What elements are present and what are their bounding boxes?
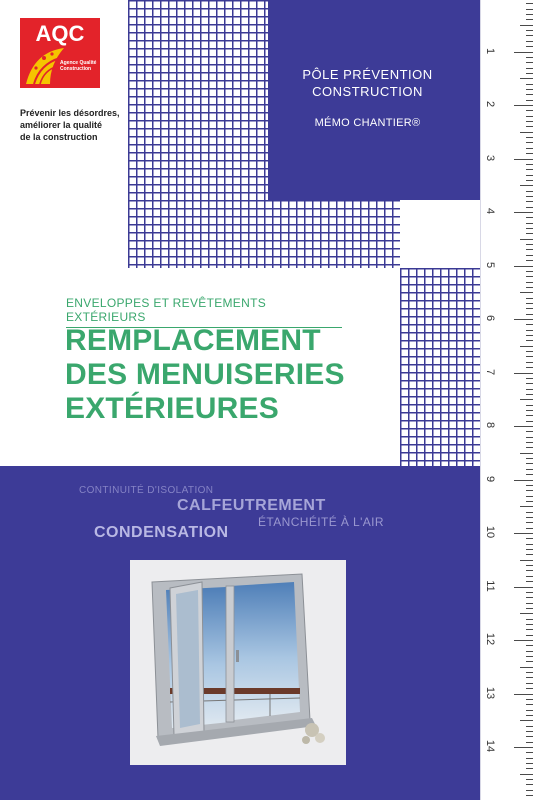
ruler-tick xyxy=(514,319,533,320)
ruler-number: 13 xyxy=(484,686,496,699)
ruler-tick xyxy=(526,282,533,283)
keyword-calfeutrement: CALFEUTREMENT xyxy=(177,497,326,514)
ruler-number: 14 xyxy=(484,739,496,753)
pole-header xyxy=(270,66,465,129)
ruler-tick xyxy=(526,784,533,785)
ruler-tick xyxy=(526,153,533,154)
ruler-tick xyxy=(526,512,533,513)
ruler-tick xyxy=(520,292,533,293)
ruler xyxy=(480,0,533,800)
tagline-line-3: de la construction xyxy=(20,132,98,142)
ruler-tick xyxy=(526,394,533,395)
ruler-tick xyxy=(520,346,533,347)
ruler-tick xyxy=(526,314,533,315)
ruler-tick xyxy=(526,35,533,36)
ruler-tick xyxy=(520,506,533,507)
grid-pattern-top xyxy=(128,0,268,192)
ruler-tick xyxy=(526,677,533,678)
ruler-tick xyxy=(526,779,533,780)
ruler-tick xyxy=(526,378,533,379)
ruler-tick xyxy=(526,9,533,10)
ruler-tick xyxy=(526,255,533,256)
title-line-2: DES MENUISERIES xyxy=(65,358,345,391)
ruler-tick xyxy=(526,565,533,566)
ruler-tick xyxy=(526,474,533,475)
ruler-tick xyxy=(514,480,533,481)
ruler-tick xyxy=(526,699,533,700)
ruler-tick xyxy=(526,180,533,181)
ruler-number: 12 xyxy=(484,632,496,646)
ruler-tick xyxy=(526,30,533,31)
ruler-tick xyxy=(526,581,533,582)
ruler-tick xyxy=(520,239,533,240)
ruler-tick xyxy=(514,105,533,106)
ruler-tick xyxy=(526,570,533,571)
ruler-tick xyxy=(526,3,533,4)
ruler-tick xyxy=(526,619,533,620)
ruler-tick xyxy=(526,324,533,325)
title-line-1: REMPLACEMENT xyxy=(65,324,321,357)
ruler-tick xyxy=(526,795,533,796)
ruler-tick xyxy=(526,629,533,630)
title-line-3: EXTÉRIEURES xyxy=(65,392,279,425)
keyword-condensation: CONDENSATION xyxy=(94,524,229,541)
ruler-tick xyxy=(526,752,533,753)
ruler-tick xyxy=(526,683,533,684)
ruler-tick xyxy=(526,592,533,593)
ruler-number: 5 xyxy=(484,261,496,268)
ruler-tick xyxy=(526,431,533,432)
ruler-tick xyxy=(526,137,533,138)
ruler-tick xyxy=(526,260,533,261)
ruler-tick xyxy=(526,522,533,523)
ruler-number: 4 xyxy=(484,207,496,215)
ruler-tick xyxy=(526,335,533,336)
ruler-tick xyxy=(526,233,533,234)
ruler-tick xyxy=(514,694,533,695)
ruler-tick xyxy=(526,758,533,759)
ruler-tick xyxy=(526,89,533,90)
ruler-tick xyxy=(520,560,533,561)
ruler-tick xyxy=(526,763,533,764)
ruler-tick xyxy=(526,715,533,716)
logo-text: AQC xyxy=(35,21,85,46)
ruler-tick xyxy=(526,68,533,69)
ruler-tick xyxy=(520,399,533,400)
ruler-tick xyxy=(514,159,533,160)
ruler-tick xyxy=(520,185,533,186)
ruler-tick xyxy=(526,217,533,218)
ruler-tick xyxy=(526,731,533,732)
ruler-tick xyxy=(526,389,533,390)
ruler-tick xyxy=(526,110,533,111)
ruler-tick xyxy=(526,501,533,502)
ruler-tick xyxy=(526,223,533,224)
ruler-tick xyxy=(526,196,533,197)
ruler-tick xyxy=(526,383,533,384)
ruler-tick xyxy=(526,597,533,598)
ruler-tick xyxy=(526,298,533,299)
pole-line-1: PÔLE PRÉVENTION xyxy=(302,67,433,82)
ruler-tick xyxy=(526,554,533,555)
ruler-tick xyxy=(526,405,533,406)
ruler-tick xyxy=(526,742,533,743)
ruler-tick xyxy=(526,164,533,165)
ruler-tick xyxy=(526,84,533,85)
page-title xyxy=(65,324,425,426)
ruler-tick xyxy=(526,308,533,309)
ruler-number: 8 xyxy=(484,421,496,429)
ruler-number: 2 xyxy=(484,100,496,108)
keyword-continuite: CONTINUITÉ D'ISOLATION xyxy=(79,485,214,496)
ruler-tick xyxy=(526,726,533,727)
ruler-tick xyxy=(526,228,533,229)
ruler-tick xyxy=(526,362,533,363)
aqc-logo xyxy=(20,18,100,88)
ruler-tick xyxy=(526,330,533,331)
ruler-tick xyxy=(514,373,533,374)
ruler-tick xyxy=(526,442,533,443)
ruler-tick xyxy=(526,121,533,122)
ruler-tick xyxy=(526,62,533,63)
ruler-tick xyxy=(526,645,533,646)
ruler-tick xyxy=(526,46,533,47)
ruler-tick xyxy=(526,14,533,15)
ruler-tick xyxy=(526,790,533,791)
ruler-tick xyxy=(526,485,533,486)
keyword-etancheite: ÉTANCHÉITÉ À L'AIR xyxy=(258,515,384,529)
ruler-tick xyxy=(526,249,533,250)
window-icon xyxy=(130,560,346,765)
ruler-tick xyxy=(526,656,533,657)
ruler-tick xyxy=(526,175,533,176)
ruler-tick xyxy=(526,287,533,288)
ruler-tick xyxy=(520,453,533,454)
ruler-tick xyxy=(526,463,533,464)
ruler-tick xyxy=(526,244,533,245)
ruler-tick xyxy=(526,635,533,636)
ruler-tick xyxy=(526,191,533,192)
ruler-tick xyxy=(526,116,533,117)
ruler-tick xyxy=(526,688,533,689)
ruler-number: 10 xyxy=(484,525,496,539)
aqc-logo-mark xyxy=(20,18,100,88)
ruler-number: 1 xyxy=(484,47,496,54)
ruler-tick xyxy=(526,490,533,491)
ruler-tick xyxy=(514,52,533,53)
ruler-tick xyxy=(526,207,533,208)
ruler-tick xyxy=(526,73,533,74)
ruler-tick xyxy=(526,126,533,127)
ruler-number: 7 xyxy=(484,368,496,375)
logo-subtitle: Agence Qualité Construction xyxy=(60,60,97,72)
ruler-tick xyxy=(526,651,533,652)
window-photo xyxy=(130,560,346,765)
ruler-tick xyxy=(520,132,533,133)
ruler-tick xyxy=(526,704,533,705)
ruler-tick xyxy=(520,720,533,721)
ruler-tick xyxy=(526,549,533,550)
ruler-tick xyxy=(526,271,533,272)
ruler-tick xyxy=(526,544,533,545)
ruler-tick xyxy=(526,356,533,357)
category-label: ENVELOPPES ET REVÊTEMENTS EXTÉRIEURS xyxy=(66,296,342,328)
ruler-tick xyxy=(526,276,533,277)
memo-chantier: MÉMO CHANTIER® xyxy=(314,117,421,129)
ruler-tick xyxy=(520,667,533,668)
ruler-tick xyxy=(526,469,533,470)
ruler-tick xyxy=(520,774,533,775)
ruler-tick xyxy=(520,613,533,614)
ruler-tick xyxy=(526,421,533,422)
ruler-tick xyxy=(526,603,533,604)
ruler-number: 9 xyxy=(484,475,496,482)
ruler-tick xyxy=(520,25,533,26)
ruler-tick xyxy=(514,533,533,534)
ruler-tick xyxy=(526,538,533,539)
ruler-tick xyxy=(514,747,533,748)
ruler-tick xyxy=(514,266,533,267)
ruler-tick xyxy=(526,608,533,609)
ruler-tick xyxy=(526,528,533,529)
ruler-tick xyxy=(526,410,533,411)
grid-pattern-middle xyxy=(128,192,400,268)
ruler-tick xyxy=(526,41,533,42)
ruler-tick xyxy=(526,496,533,497)
ruler-tick xyxy=(520,78,533,79)
ruler-number: 3 xyxy=(484,154,496,161)
ruler-tick xyxy=(526,736,533,737)
ruler-tick xyxy=(526,303,533,304)
ruler-tick xyxy=(514,587,533,588)
ruler-tick xyxy=(526,768,533,769)
ruler-tick xyxy=(526,57,533,58)
tagline-line-2: améliorer la qualité xyxy=(20,120,103,130)
tagline-line-1: Prévenir les désordres, xyxy=(20,108,120,118)
ruler-tick xyxy=(526,447,533,448)
ruler-tick xyxy=(526,437,533,438)
ruler-tick xyxy=(526,19,533,20)
ruler-tick xyxy=(526,340,533,341)
ruler-tick xyxy=(526,624,533,625)
ruler-tick xyxy=(526,576,533,577)
pole-line-2: CONSTRUCTION xyxy=(312,84,423,99)
ruler-tick xyxy=(514,426,533,427)
ruler-tick xyxy=(514,212,533,213)
ruler-tick xyxy=(526,415,533,416)
ruler-tick xyxy=(526,661,533,662)
ruler-tick xyxy=(526,351,533,352)
ruler-number: 6 xyxy=(484,314,496,322)
ruler-tick xyxy=(526,201,533,202)
ruler-tick xyxy=(526,142,533,143)
ruler-tick xyxy=(526,458,533,459)
ruler-tick xyxy=(526,710,533,711)
ruler-number: 11 xyxy=(484,579,496,592)
ruler-tick xyxy=(526,100,533,101)
ruler-tick xyxy=(526,148,533,149)
ruler-tick xyxy=(514,640,533,641)
ruler-tick xyxy=(526,94,533,95)
brand-tagline xyxy=(20,107,130,143)
ruler-tick xyxy=(526,367,533,368)
ruler-tick xyxy=(526,169,533,170)
ruler-tick xyxy=(526,672,533,673)
ruler-tick xyxy=(526,517,533,518)
